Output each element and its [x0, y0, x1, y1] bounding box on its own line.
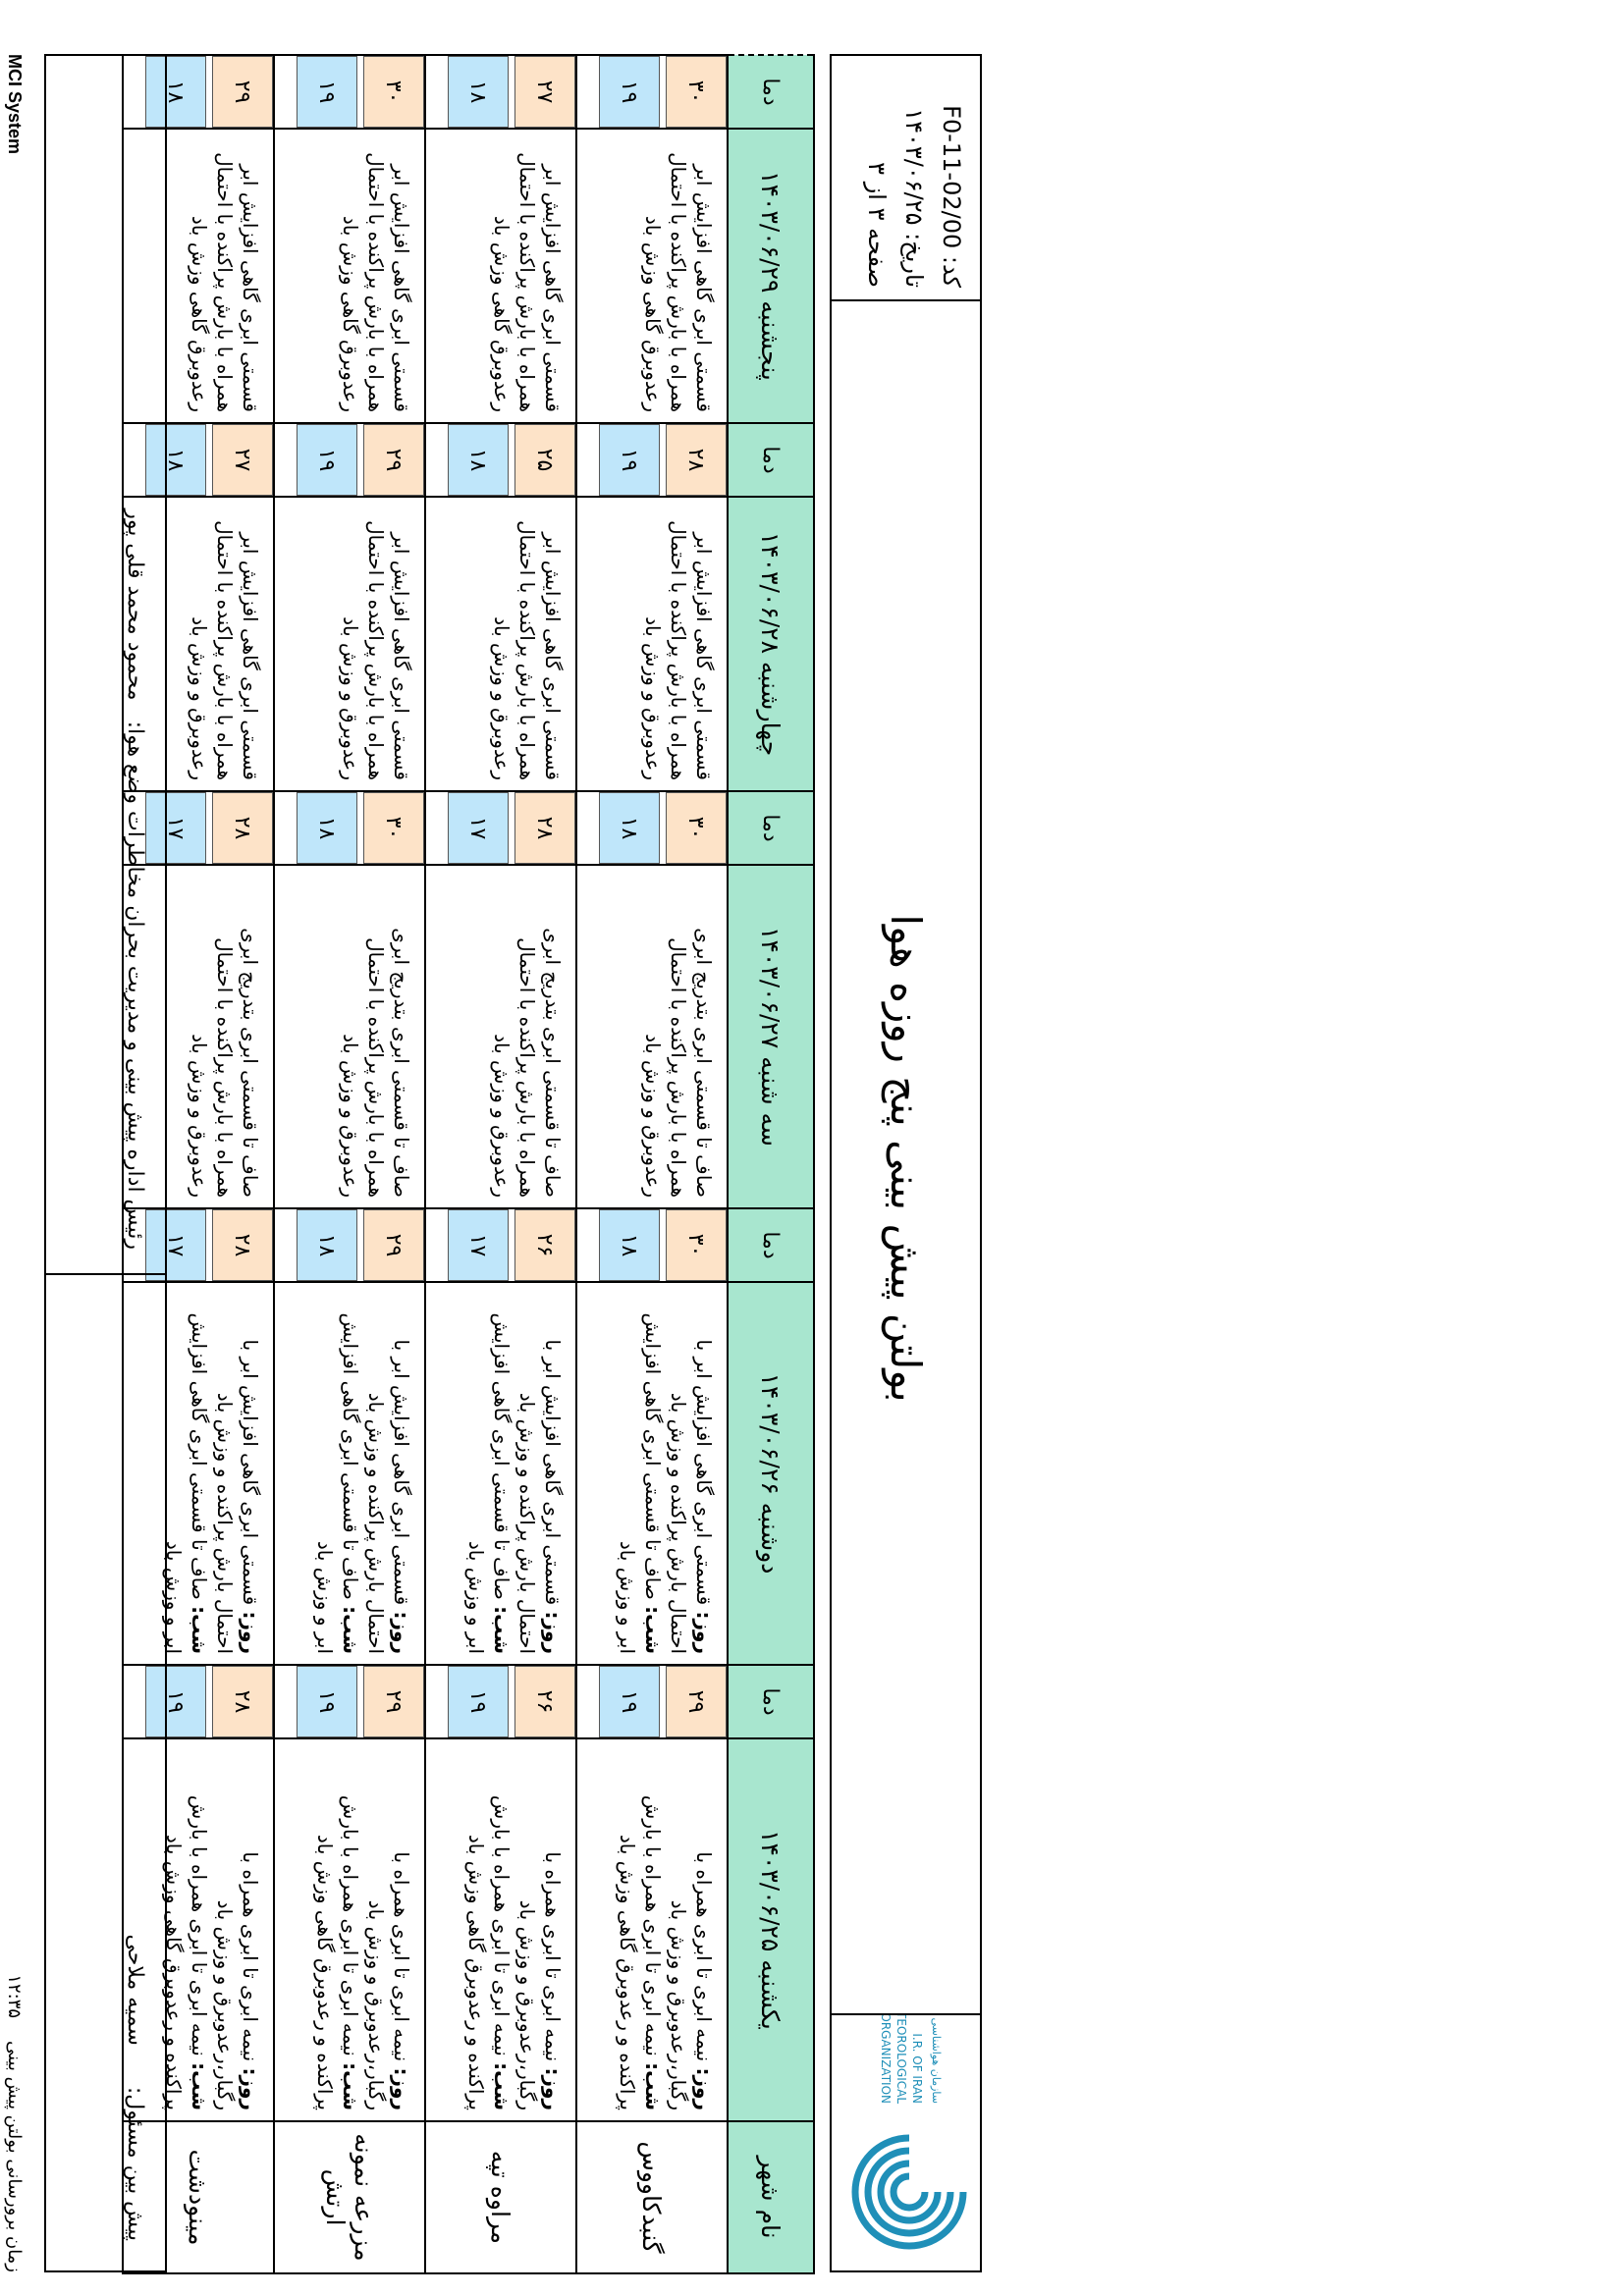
day-forecast	[514, 1749, 566, 2110]
forecast-description	[576, 129, 728, 423]
day-forecast	[666, 1293, 717, 1654]
night-forecast	[463, 1293, 514, 1654]
max-temperature: ۲۸	[514, 792, 575, 864]
code-line	[933, 68, 970, 288]
day-text: نیمه ابری تا ابری همراه با رگبار،رعدوبرق و وزش باد	[515, 1851, 565, 2110]
day-text: صاف تا قسمتی ابری بتدریج ابری همراه با بارش پراکنده با احتمال رعدوبرق و وزش باد	[339, 928, 413, 1198]
temperature-cell	[274, 1208, 425, 1282]
night-text: صاف تا قسمتی ابری گاهی افزایش ابر و وزش باد	[313, 1312, 362, 1654]
table-row	[576, 55, 728, 2273]
temperature-cell	[274, 423, 425, 497]
day-text: قسمتی ابری گاهی افزایش ابر همراه با بارش پراکنده با احتمال رعدوبرق و وزش باد	[188, 520, 262, 780]
day-text: قسمتی ابری گاهی افزایش ابر همراه با بارش پراکنده با احتمال رعدوبرق گاهی وزش باد	[641, 152, 716, 412]
day-header-5: پنجشنبه ۱۴۰۳/۰۶/۲۹	[728, 129, 814, 423]
max-temperature: ۲۸	[666, 424, 727, 496]
head-label: رئیس اداره پیش بینی و مدیریت بحران مخاطرات وضع هوا:	[123, 721, 147, 1250]
temperature-cell	[425, 791, 576, 865]
min-temperature: ۱۹	[297, 56, 357, 128]
process-time-line	[4, 1974, 25, 2272]
min-temperature: ۱۸	[297, 792, 357, 864]
day-text: نیمه ابری تا ابری همراه با رگبار،رعدوبرق و وزش باد	[213, 1851, 262, 2110]
temp-header-1: دما	[728, 1665, 814, 1738]
logo-cell	[832, 2013, 980, 2270]
day-header-4: چهارشنبه ۱۴۰۳/۰۶/۲۸	[728, 497, 814, 791]
day-text: صاف تا قسمتی ابری بتدریج ابری همراه با بارش پراکنده با احتمال رعدوبرق و وزش باد	[490, 928, 565, 1198]
process-time: ۱۲:۳۵	[4, 1974, 25, 2019]
forecast-description	[576, 1282, 728, 1665]
day-label: روز:	[239, 2067, 262, 2110]
min-temperature: ۱۹	[599, 424, 660, 496]
max-temperature: ۲۷	[514, 56, 575, 128]
day-text: قسمتی ابری گاهی افزایش ابر با احتمال بارش پراکنده و وزش باد	[213, 1339, 262, 1654]
day-label: روز:	[692, 1611, 716, 1654]
max-temperature: ۲۹	[363, 1666, 424, 1737]
day-label: روز:	[541, 2067, 565, 2110]
min-temperature: ۱۸	[297, 1209, 357, 1281]
document-info	[832, 56, 980, 301]
night-text: نیمه ابری تا ابری همراه با بارش پراکنده و رعدوبرق گاهی وزش باد	[313, 1794, 362, 2110]
table-header-row	[728, 55, 814, 2273]
head-name: محمود محمد قلی پور	[123, 508, 147, 701]
day-text: صاف تا قسمتی ابری بتدریج ابری همراه با بارش پراکنده با احتمال رعدوبرق و وزش باد	[188, 928, 262, 1198]
max-temperature: ۲۶	[514, 1209, 575, 1281]
night-label: شب:	[188, 2062, 211, 2110]
day-forecast	[187, 876, 263, 1198]
day-text: قسمتی ابری گاهی افزایش ابر با احتمال بارش پراکنده و وزش باد	[515, 1339, 565, 1654]
max-temperature: ۲۷	[212, 424, 273, 496]
temperature-cell	[425, 1208, 576, 1282]
forecast-description	[425, 129, 576, 423]
day-text: قسمتی ابری گاهی افزایش ابر همراه با بارش پراکنده با احتمال رعدوبرق و وزش باد	[339, 520, 413, 780]
night-forecast	[312, 1293, 363, 1654]
night-forecast	[615, 1293, 666, 1654]
max-temperature: ۲۹	[363, 424, 424, 496]
max-temperature: ۳۰	[666, 792, 727, 864]
day-text: صاف تا قسمتی ابری بتدریج ابری همراه با بارش پراکنده با احتمال رعدوبرق و وزش باد	[641, 928, 716, 1198]
night-forecast	[161, 1293, 212, 1654]
date-label: تاریخ:	[900, 233, 928, 288]
day-forecast	[187, 507, 263, 780]
logo-text-fa: سازمان هواشناسی کشور	[930, 2015, 943, 2104]
day-label: روز:	[239, 1611, 262, 1654]
forecast-description	[274, 865, 425, 1208]
min-temperature: ۱۷	[145, 792, 206, 864]
min-temperature: ۱۸	[145, 424, 206, 496]
city-name: گنبدکاووس	[576, 2121, 728, 2273]
day-forecast	[666, 1749, 717, 2110]
day-forecast	[338, 507, 414, 780]
day-header-2: دوشنبه ۱۴۰۳/۰۶/۲۶	[728, 1282, 814, 1665]
bulletin-header	[830, 54, 982, 2272]
temperature-cell	[425, 423, 576, 497]
forecast-description	[576, 497, 728, 791]
night-label: شب:	[339, 2062, 362, 2110]
night-label: شب:	[490, 1606, 514, 1654]
day-text: قسمتی ابری گاهی افزایش ابر همراه با بارش پراکنده با احتمال رعدوبرق و وزش باد	[490, 520, 565, 780]
day-text: نیمه ابری تا ابری همراه با رگبار،رعدوبرق و وزش باد	[364, 1851, 413, 2110]
day-header-3: سه شنبه ۱۴۰۳/۰۶/۲۷	[728, 865, 814, 1208]
forecast-description	[576, 1738, 728, 2121]
day-forecast	[363, 1749, 414, 2110]
day-text: قسمتی ابری گاهی افزایش ابر با احتمال بارش پراکنده و وزش باد	[364, 1339, 413, 1654]
night-label: شب:	[641, 2062, 665, 2110]
date-value: ۱۴۰۳/۰۶/۲۵	[900, 108, 928, 226]
page-line	[858, 68, 895, 288]
day-text: قسمتی ابری گاهی افزایش ابر همراه با بارش پراکنده با احتمال رعدوبرق گاهی وزش باد	[339, 152, 413, 412]
min-temperature: ۱۷	[448, 792, 509, 864]
city-name: مزرعه نمونه ارتش	[274, 2121, 425, 2273]
footer-divider	[46, 1273, 165, 1275]
day-forecast	[514, 1293, 566, 1654]
day-header-1: یکشنبه ۱۴۰۳/۰۶/۲۵	[728, 1738, 814, 2121]
day-label: روز:	[541, 1611, 565, 1654]
forecaster-label: پیش بین مسئول:	[123, 2086, 147, 2241]
code-label: کد:	[938, 255, 965, 288]
organization-logo	[836, 2015, 980, 2267]
temperature-cell	[576, 1208, 728, 1282]
min-temperature: ۱۹	[297, 424, 357, 496]
temperature-cell	[576, 423, 728, 497]
forecast-description	[274, 1738, 425, 2121]
bulletin-sheet	[0, 54, 982, 2272]
night-forecast	[463, 1749, 514, 2110]
max-temperature: ۳۰	[363, 792, 424, 864]
max-temperature: ۲۸	[212, 1209, 273, 1281]
city-header: نام شهر	[728, 2121, 814, 2273]
temperature-cell	[274, 55, 425, 129]
temp-header-3: دما	[728, 791, 814, 865]
system-name: MCI System	[5, 54, 25, 155]
temperature-cell	[576, 1665, 728, 1738]
day-forecast	[640, 139, 717, 412]
day-text: نیمه ابری تا ابری همراه با رگبار،رعدوبرق و وزش باد	[667, 1851, 716, 2110]
day-text: قسمتی ابری گاهی افزایش ابر همراه با بارش پراکنده با احتمال رعدوبرق گاهی وزش باد	[188, 152, 262, 412]
forecast-description	[425, 497, 576, 791]
day-forecast	[363, 1293, 414, 1654]
process-time-label: زمان برورسانی بولتن پیش بینی	[4, 2040, 25, 2272]
night-label: شب:	[490, 2062, 514, 2110]
day-forecast	[489, 876, 566, 1198]
forecast-description	[274, 497, 425, 791]
min-temperature: ۱۸	[599, 792, 660, 864]
night-label: شب:	[188, 1606, 211, 1654]
day-text: قسمتی ابری گاهی افزایش ابر همراه با بارش پراکنده با احتمال رعدوبرق گاهی وزش باد	[490, 152, 565, 412]
forecast-description	[425, 1738, 576, 2121]
night-text: صاف تا قسمتی ابری گاهی افزایش ابر و وزش باد	[464, 1312, 514, 1654]
logo-text-en-2: METEOROLOGICAL	[894, 2015, 908, 2104]
temp-header-2: دما	[728, 1208, 814, 1282]
min-temperature: ۱۸	[599, 1209, 660, 1281]
min-temperature: ۱۹	[599, 56, 660, 128]
forecast-description	[274, 129, 425, 423]
temperature-cell	[274, 1665, 425, 1738]
night-label: شب:	[339, 1606, 362, 1654]
night-label: شب:	[641, 1606, 665, 1654]
page-label: صفحه	[863, 228, 891, 288]
max-temperature: ۲۸	[212, 792, 273, 864]
day-forecast	[338, 876, 414, 1198]
temperature-cell	[576, 791, 728, 865]
min-temperature: ۱۷	[145, 1209, 206, 1281]
min-temperature: ۱۹	[448, 1666, 509, 1737]
night-text: صاف تا قسمتی ابری گاهی افزایش ابر و وزش باد	[616, 1312, 665, 1654]
max-temperature: ۲۹	[666, 1666, 727, 1737]
min-temperature: ۱۹	[297, 1666, 357, 1737]
min-temperature: ۱۸	[448, 424, 509, 496]
min-temperature: ۱۷	[448, 1209, 509, 1281]
max-temperature: ۲۹	[212, 56, 273, 128]
day-text: قسمتی ابری گاهی افزایش ابر با احتمال بارش پراکنده و وزش باد	[667, 1339, 716, 1654]
forecast-description	[425, 1282, 576, 1665]
forecast-description	[274, 1282, 425, 1665]
max-temperature: ۲۶	[514, 1666, 575, 1737]
min-temperature: ۱۹	[145, 1666, 206, 1737]
forecaster-line	[123, 1934, 147, 2241]
day-text: قسمتی ابری گاهی افزایش ابر همراه با بارش پراکنده با احتمال رعدوبرق و وزش باد	[641, 520, 716, 780]
forecast-table	[122, 54, 815, 2274]
day-label: روز:	[692, 2067, 716, 2110]
day-forecast	[640, 507, 717, 780]
logo-text-en-3: ORGANIZATION	[879, 2015, 893, 2104]
day-forecast	[489, 507, 566, 780]
min-temperature: ۱۸	[448, 56, 509, 128]
temperature-cell	[274, 791, 425, 865]
day-forecast	[640, 876, 717, 1198]
page-title: بولتن پیش بینی پنج روزه هوا	[882, 914, 930, 1403]
day-forecast	[489, 139, 566, 412]
forecast-description	[425, 865, 576, 1208]
max-temperature: ۳۰	[666, 1209, 727, 1281]
day-forecast	[187, 139, 263, 412]
page-value: ۳ از ۳	[863, 162, 891, 221]
logo-text-en-1: I.R. OF IRAN	[910, 2033, 924, 2104]
min-temperature: ۱۸	[145, 56, 206, 128]
city-name: مینودشت	[123, 2121, 274, 2273]
table-body	[123, 55, 728, 2273]
head-line	[123, 508, 147, 1250]
max-temperature: ۲۹	[363, 1209, 424, 1281]
temperature-cell	[576, 55, 728, 129]
signature-footer	[44, 54, 167, 2272]
min-temperature: ۱۹	[599, 1666, 660, 1737]
code-value: F0-11-02/00	[938, 105, 965, 249]
max-temperature: ۲۵	[514, 424, 575, 496]
night-text: نیمه ابری تا ابری همراه با بارش پراکنده و رعدوبرق گاهی وزش باد	[162, 1794, 211, 2110]
night-text: صاف تا قسمتی ابری گاهی افزایش ابر و وزش باد	[162, 1312, 211, 1654]
table-row	[425, 55, 576, 2273]
max-temperature: ۳۰	[363, 56, 424, 128]
city-name: مراوه تپه	[425, 2121, 576, 2273]
night-forecast	[615, 1749, 666, 2110]
day-label: روز:	[390, 1611, 413, 1654]
forecast-description	[576, 865, 728, 1208]
temperature-cell	[425, 55, 576, 129]
day-forecast	[212, 1749, 263, 2110]
night-text: نیمه ابری تا ابری همراه با بارش پراکنده و رعدوبرق گاهی وزش باد	[616, 1794, 665, 2110]
day-forecast	[338, 139, 414, 412]
forecaster-name: سمیه ملاحی	[123, 1934, 147, 2046]
temp-header-5: دما	[728, 55, 814, 129]
table-row	[274, 55, 425, 2273]
date-line	[895, 68, 933, 288]
temp-header-4: دما	[728, 423, 814, 497]
day-label: روز:	[390, 2067, 413, 2110]
temperature-cell	[425, 1665, 576, 1738]
night-forecast	[161, 1749, 212, 2110]
day-forecast	[212, 1293, 263, 1654]
night-text: نیمه ابری تا ابری همراه با بارش پراکنده و رعدوبرق گاهی وزش باد	[464, 1794, 514, 2110]
max-temperature: ۲۸	[212, 1666, 273, 1737]
max-temperature: ۳۰	[666, 56, 727, 128]
night-forecast	[312, 1749, 363, 2110]
